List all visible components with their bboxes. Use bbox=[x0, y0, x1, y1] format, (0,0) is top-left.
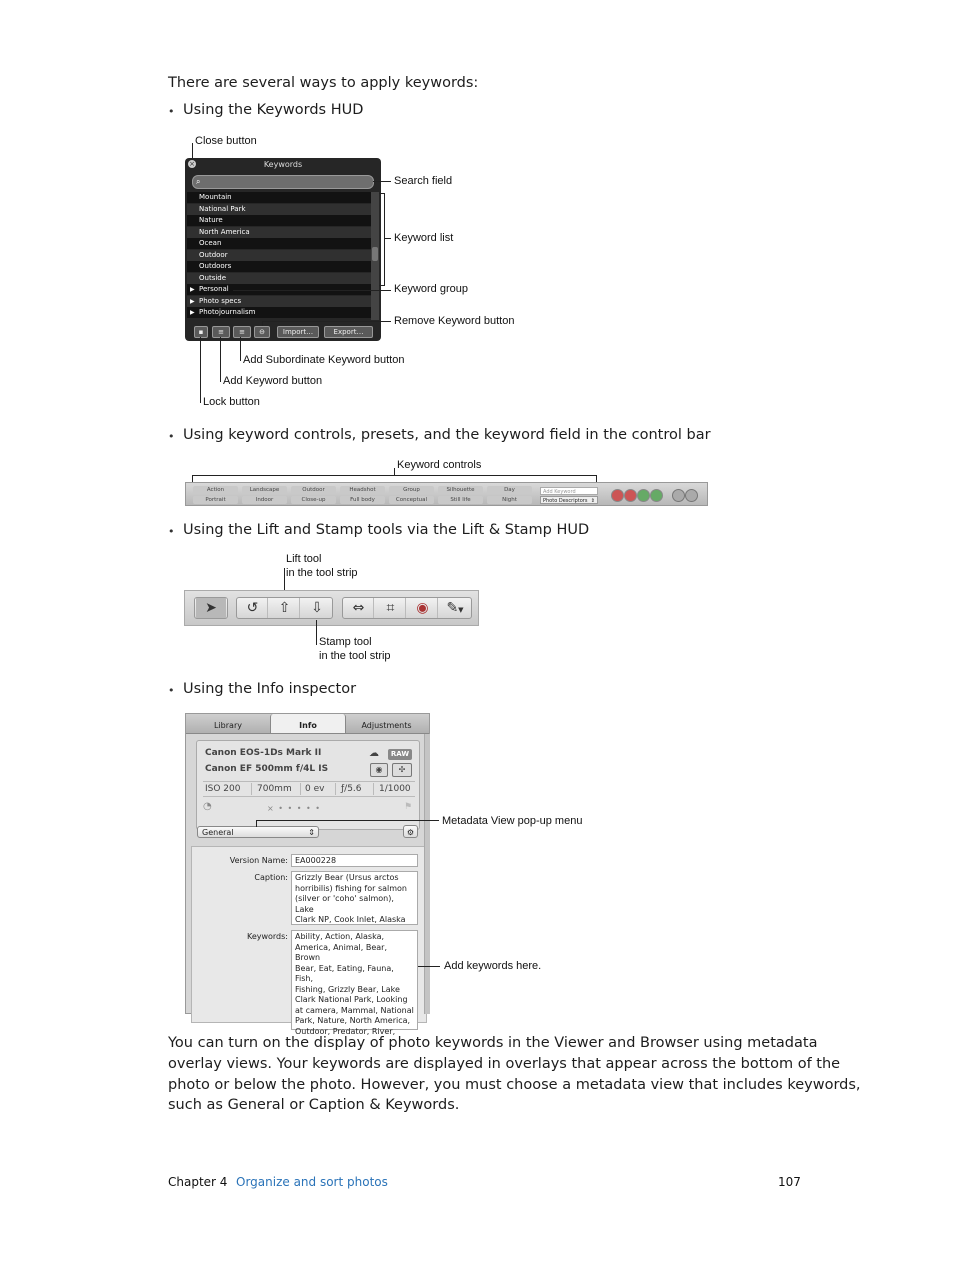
keyword-button[interactable]: Night bbox=[487, 496, 532, 504]
decrease-rating-icon[interactable] bbox=[624, 489, 637, 502]
keyword-button[interactable]: Still life bbox=[438, 496, 483, 504]
scrollbar[interactable] bbox=[371, 192, 379, 320]
callout-keyword-controls: Keyword controls bbox=[397, 459, 482, 471]
exif-exposure-bias: 0 ev bbox=[305, 784, 325, 794]
version-name-field[interactable]: EA000228 bbox=[291, 854, 418, 867]
list-item[interactable]: North America bbox=[187, 227, 371, 238]
brush-tool-icon[interactable]: ✎▼ bbox=[446, 600, 464, 616]
keyword-group[interactable]: ▶ Photojournalism bbox=[187, 307, 371, 318]
callout-keyword-group: Keyword group bbox=[394, 283, 468, 295]
bullet-keywords-hud: Using the Keywords HUD bbox=[183, 102, 364, 118]
callout-add-keyword: Add Keyword button bbox=[223, 375, 323, 387]
hud-title: Keywords bbox=[263, 160, 303, 169]
crop-tool-icon[interactable]: ⌗ bbox=[376, 598, 406, 618]
exif-aperture: ƒ/5.6 bbox=[341, 784, 362, 794]
keywords-label: Keywords: bbox=[246, 932, 288, 941]
list-item[interactable]: Outdoor bbox=[187, 250, 371, 261]
lens-model: Canon EF 500mm f/4L IS bbox=[205, 764, 329, 774]
keyword-button[interactable]: Portrait bbox=[193, 496, 238, 504]
page-number: 107 bbox=[778, 1175, 801, 1189]
bullet-control-bar: Using keyword controls, presets, and the keyword field in the control bar bbox=[183, 427, 711, 443]
list-item[interactable]: National Park bbox=[187, 204, 371, 215]
keyword-group[interactable]: ▶ Photo specs bbox=[187, 296, 371, 307]
camera-icon: ☁ bbox=[369, 748, 379, 759]
lock-icon: ▪ bbox=[198, 328, 204, 336]
keyword-button[interactable]: Outdoor bbox=[291, 486, 336, 494]
flag-icon[interactable]: ⚑ bbox=[404, 802, 413, 812]
add-subordinate-keyword-button[interactable] bbox=[233, 326, 251, 338]
keyword-button[interactable]: Action bbox=[193, 486, 238, 494]
add-keyword-field[interactable]: Add Keyword bbox=[540, 487, 598, 495]
bullet-info-inspector: Using the Info inspector bbox=[183, 681, 357, 697]
exif-iso: ISO 200 bbox=[205, 784, 241, 794]
bullet: • bbox=[168, 430, 175, 443]
stamp-tool-icon[interactable]: ⇩ bbox=[311, 600, 323, 616]
add-keyword-icon: ≡ bbox=[218, 328, 224, 336]
export-button[interactable]: Export… bbox=[324, 326, 373, 338]
keyword-group[interactable]: ▶ Personal bbox=[187, 284, 371, 295]
rating-stars[interactable]: × • • • • • bbox=[267, 804, 322, 813]
keyword-button[interactable]: Group bbox=[389, 486, 434, 494]
tool-strip bbox=[184, 590, 479, 626]
disclosure-triangle-icon: ▶ bbox=[190, 297, 195, 305]
keyword-button[interactable]: Indoor bbox=[242, 496, 287, 504]
keyword-button[interactable]: Day bbox=[487, 486, 532, 494]
raw-badge: RAW bbox=[388, 749, 412, 760]
keyword-button[interactable]: Headshot bbox=[340, 486, 385, 494]
keyword-button[interactable]: Close-up bbox=[291, 496, 336, 504]
keyword-button[interactable]: Full body bbox=[340, 496, 385, 504]
red-eye-tool-icon[interactable]: ◉ bbox=[408, 598, 438, 618]
lift-tool-icon[interactable]: ⇧ bbox=[270, 598, 300, 618]
scroll-thumb[interactable] bbox=[372, 247, 378, 261]
gear-icon[interactable]: ⚙ bbox=[403, 825, 418, 838]
caption-label: Caption: bbox=[254, 873, 288, 882]
exif-shutter-speed: 1/1000 bbox=[379, 784, 411, 794]
close-icon[interactable]: × bbox=[189, 160, 195, 168]
keyword-button[interactable]: Silhouette bbox=[438, 486, 483, 494]
paragraph-line: overlay views. Your keywords are displayed in overlays that appear across the bottom of the bbox=[168, 1056, 841, 1072]
white-balance-icon: ✣ bbox=[392, 763, 412, 777]
callout-lock-button: Lock button bbox=[203, 396, 260, 408]
callout-search-field: Search field bbox=[394, 175, 453, 187]
selection-tool-icon[interactable]: ➤ bbox=[196, 598, 226, 618]
footer-chapter: Chapter 4 bbox=[168, 1175, 228, 1189]
tab-info[interactable]: Info bbox=[270, 714, 346, 733]
search-icon: ⌕ bbox=[196, 177, 201, 186]
remove-icon: ⊖ bbox=[259, 328, 265, 336]
updown-arrow-icon: ⇕ bbox=[590, 498, 595, 504]
disclosure-triangle-icon: ▶ bbox=[190, 309, 195, 316]
callout-stamp-tool: Stamp tool in the tool strip bbox=[319, 636, 391, 662]
scrollbar[interactable] bbox=[424, 734, 430, 1014]
keyword-button[interactable]: Landscape bbox=[242, 486, 287, 494]
tab-adjustments[interactable]: Adjustments bbox=[361, 721, 412, 730]
callout-add-subordinate: Add Subordinate Keyword button bbox=[243, 354, 405, 366]
paragraph-line: photo or below the photo. However, you must choose a metadata view that includes keywords, bbox=[168, 1077, 861, 1093]
reject-rating-icon[interactable] bbox=[611, 489, 624, 502]
previous-icon[interactable] bbox=[672, 489, 685, 502]
callout-metadata-view: Metadata View pop-up menu bbox=[442, 815, 583, 827]
intro-text: There are several ways to apply keywords: bbox=[168, 75, 479, 91]
keyword-button[interactable]: Conceptual bbox=[389, 496, 434, 504]
search-field[interactable] bbox=[192, 175, 374, 189]
list-item[interactable]: Outdoors bbox=[187, 261, 371, 272]
rotate-tool-icon[interactable]: ↺ bbox=[238, 598, 268, 618]
list-item[interactable]: Nature bbox=[187, 215, 371, 226]
paragraph-line: such as General or Caption & Keywords. bbox=[168, 1097, 460, 1113]
list-item[interactable]: Outside bbox=[187, 273, 371, 284]
metering-icon: ◉ bbox=[370, 763, 388, 777]
bullet-lift-stamp: Using the Lift and Stamp tools via the Lift & Stamp HUD bbox=[183, 522, 590, 538]
import-button[interactable]: Import… bbox=[277, 326, 319, 338]
list-item[interactable]: Mountain bbox=[187, 192, 371, 203]
metadata-panel bbox=[191, 846, 427, 1036]
keywords-hud bbox=[185, 158, 381, 341]
camera-model: Canon EOS-1Ds Mark II bbox=[205, 748, 322, 758]
bullet: • bbox=[168, 105, 175, 118]
keyword-list[interactable] bbox=[187, 192, 371, 320]
exif-row bbox=[203, 781, 415, 797]
inspector-tabs bbox=[186, 714, 429, 734]
bullet: • bbox=[168, 684, 175, 697]
caption-field[interactable]: Grizzly Bear (Ursus arctos horribilis) fishing for salmon (silver or 'coho' salmon), Lake Clark NP, Cook Inlet, Alaska bbox=[291, 871, 418, 925]
select-rating-icon[interactable] bbox=[650, 489, 663, 502]
callout-lift-tool: Lift tool in the tool strip bbox=[286, 553, 358, 579]
version-name-label: Version Name: bbox=[229, 856, 288, 865]
callout-close-button: Close button bbox=[195, 135, 257, 147]
straighten-tool-icon[interactable]: ⇔ bbox=[344, 598, 374, 618]
add-subordinate-icon: ≡ bbox=[239, 328, 245, 336]
disclosure-triangle-icon: ▶ bbox=[190, 286, 195, 293]
metadata-view-popup[interactable]: General ⇕ bbox=[197, 826, 319, 838]
increase-rating-icon[interactable] bbox=[637, 489, 650, 502]
list-item[interactable]: Ocean bbox=[187, 238, 371, 249]
info-inspector bbox=[185, 713, 430, 1036]
lock-button[interactable] bbox=[194, 326, 208, 338]
callout-add-keywords: Add keywords here. bbox=[444, 960, 542, 972]
footer-chapter-link[interactable]: Organize and sort photos bbox=[236, 1175, 388, 1189]
remove-keyword-button[interactable] bbox=[254, 326, 270, 338]
color-label-icon[interactable]: ◔ bbox=[203, 801, 212, 812]
add-keyword-button[interactable] bbox=[212, 326, 230, 338]
updown-arrow-icon: ⇕ bbox=[308, 828, 315, 837]
tab-library[interactable]: Library bbox=[214, 721, 242, 730]
keywords-field[interactable]: Ability, Action, Alaska, America, Animal, Bear, Brown Bear, Eat, Eating, Fauna, Fish, Fishing, Grizzly Bear, Lake Clark National Park, Looking at camera, Mammal, National Park, Nature, North America, Outdoor, Predator, River, bbox=[291, 930, 418, 1030]
next-icon[interactable] bbox=[685, 489, 698, 502]
callout-remove-keyword: Remove Keyword button bbox=[394, 315, 515, 327]
callout-keyword-list: Keyword list bbox=[394, 232, 454, 244]
keyword-preset-popup[interactable]: Photo Descriptors ⇕ bbox=[540, 496, 598, 504]
exif-focal-length: 700mm bbox=[257, 784, 292, 794]
bullet: • bbox=[168, 525, 175, 538]
camera-info-panel bbox=[196, 740, 420, 830]
paragraph-line: You can turn on the display of photo keywords in the Viewer and Browser using metadata bbox=[168, 1035, 818, 1051]
control-bar bbox=[185, 482, 708, 506]
